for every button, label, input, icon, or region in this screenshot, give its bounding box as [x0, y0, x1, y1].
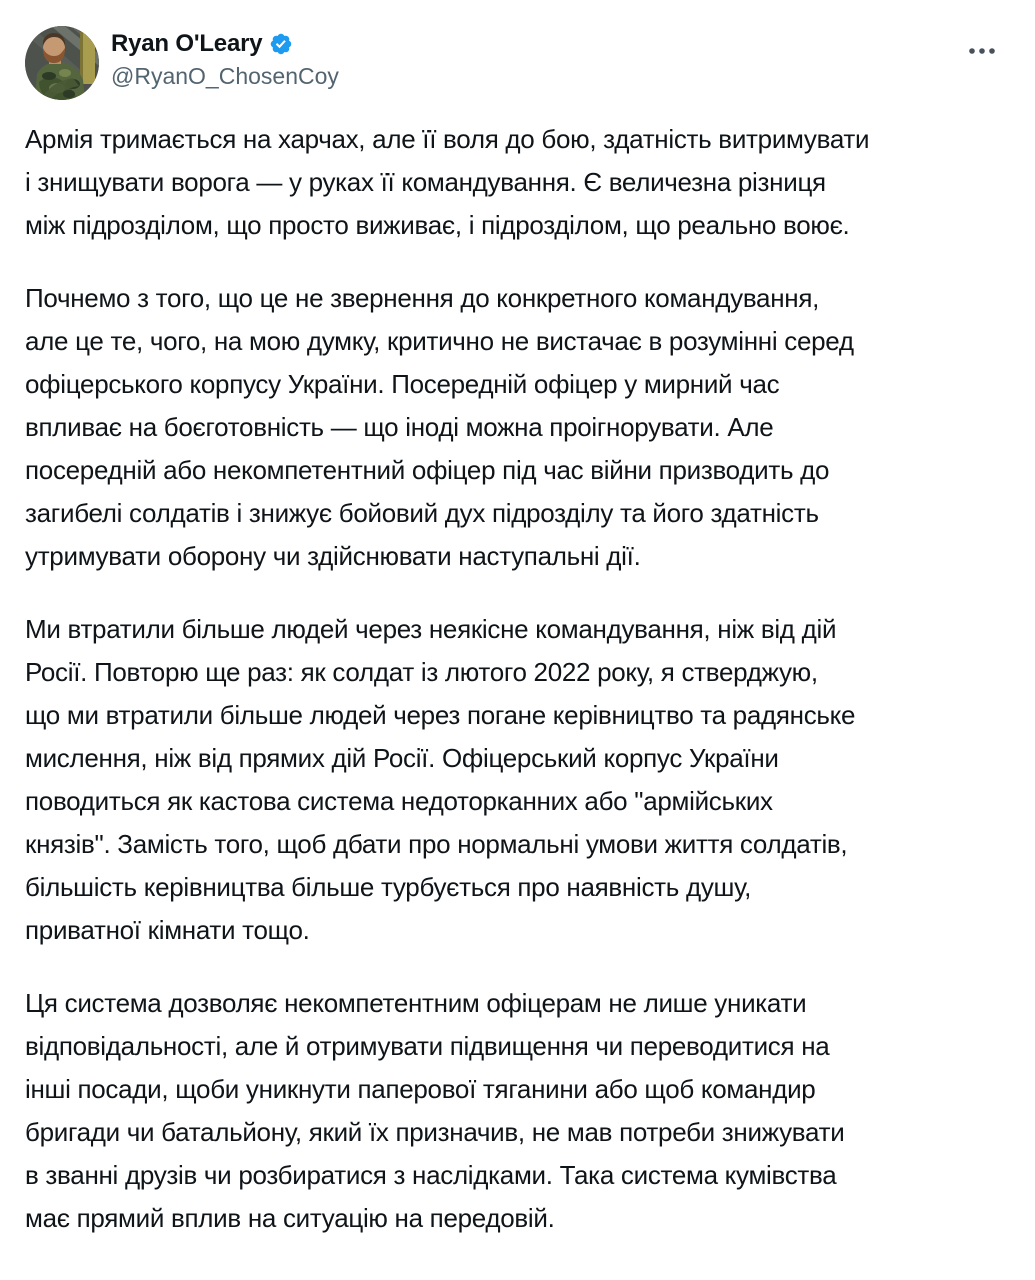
tweet-text-line: приватної кімнати тощо.: [25, 915, 310, 945]
verified-badge-icon: [269, 32, 293, 56]
tweet-text-line: Армія тримається на харчах, але її воля до бою, здатність витримувати: [25, 124, 870, 154]
tweet-text-line: має прямий вплив на ситуацію на передовій.: [25, 1203, 555, 1233]
tweet-text-line: Почнемо з того, що це не звернення до конкретного командування,: [25, 283, 820, 313]
tweet-text-line: відповідальності, але й отримувати підвищення чи переводитися на: [25, 1031, 830, 1061]
tweet-text-line: впливає на боєготовність — що іноді можна проігнорувати. Але: [25, 412, 774, 442]
tweet-text-line: Росії. Повторю ще раз: як солдат із лютого 2022 року, я стверджую,: [25, 657, 818, 687]
author-name-row: [111, 29, 339, 59]
avatar-image: [25, 26, 99, 100]
profile-avatar[interactable]: [25, 26, 99, 100]
tweet-paragraph: [25, 982, 1010, 1240]
author-handle[interactable]: @RyanO_ChosenCoy: [111, 63, 339, 89]
tweet-text-line: бригади чи батальйону, який їх призначив, не мав потреби знижувати: [25, 1117, 845, 1147]
more-menu-button[interactable]: [965, 40, 999, 62]
author-names: [111, 26, 339, 90]
tweet-text-line: і знищувати ворога — у руках її командування. Є величезна різниця: [25, 167, 826, 197]
tweet-text-line: Ця система дозволяє некомпетентним офіцерам не лише уникати: [25, 988, 807, 1018]
tweet-text-line: більшість керівництва більше турбується про наявність душу,: [25, 872, 752, 902]
tweet-text-line: мислення, ніж від прямих дій Росії. Офіцерський корпус України: [25, 743, 779, 773]
more-ellipsis-icon: [966, 46, 998, 56]
tweet-text-line: але це те, чого, на мою думку, критично не вистачає в розумінні серед: [25, 326, 854, 356]
tweet-text-line: що ми втратили більше людей через погане керівництво та радянське: [25, 700, 856, 730]
author-display-name[interactable]: Ryan O'Leary: [111, 30, 263, 57]
tweet-text-line: посередній або некомпетентний офіцер під час війни призводить до: [25, 455, 830, 485]
tweet-text-line: інші посади, щоби уникнути паперової тяганини або щоб командир: [25, 1074, 816, 1104]
tweet-text-line: Ми втратили більше людей через неякісне командування, ніж від дій: [25, 614, 837, 644]
tweet-text-line: загибелі солдатів і знижує бойовий дух підрозділу та його здатність: [25, 498, 819, 528]
tweet-text-line: поводиться як кастова система недоторканних або "армійських: [25, 786, 773, 816]
tweet-text-line: утримувати оборону чи здійснювати наступальні дії.: [25, 541, 641, 571]
tweet-paragraph: [25, 118, 1010, 247]
tweet-text-line: між підрозділом, що просто виживає, і підрозділом, що реально воює.: [25, 210, 850, 240]
tweet-text-line: князів". Замість того, щоб дбати про нормальні умови життя солдатів,: [25, 829, 848, 859]
tweet-text: [25, 118, 1010, 1240]
tweet-text-line: офіцерського корпусу України. Посередній офіцер у мирний час: [25, 369, 780, 399]
tweet-header: [25, 0, 1010, 100]
tweet-text-line: в званні друзів чи розбиратися з наслідками. Така система кумівства: [25, 1160, 837, 1190]
tweet-paragraph: [25, 608, 1010, 952]
tweet-paragraph: [25, 277, 1010, 578]
